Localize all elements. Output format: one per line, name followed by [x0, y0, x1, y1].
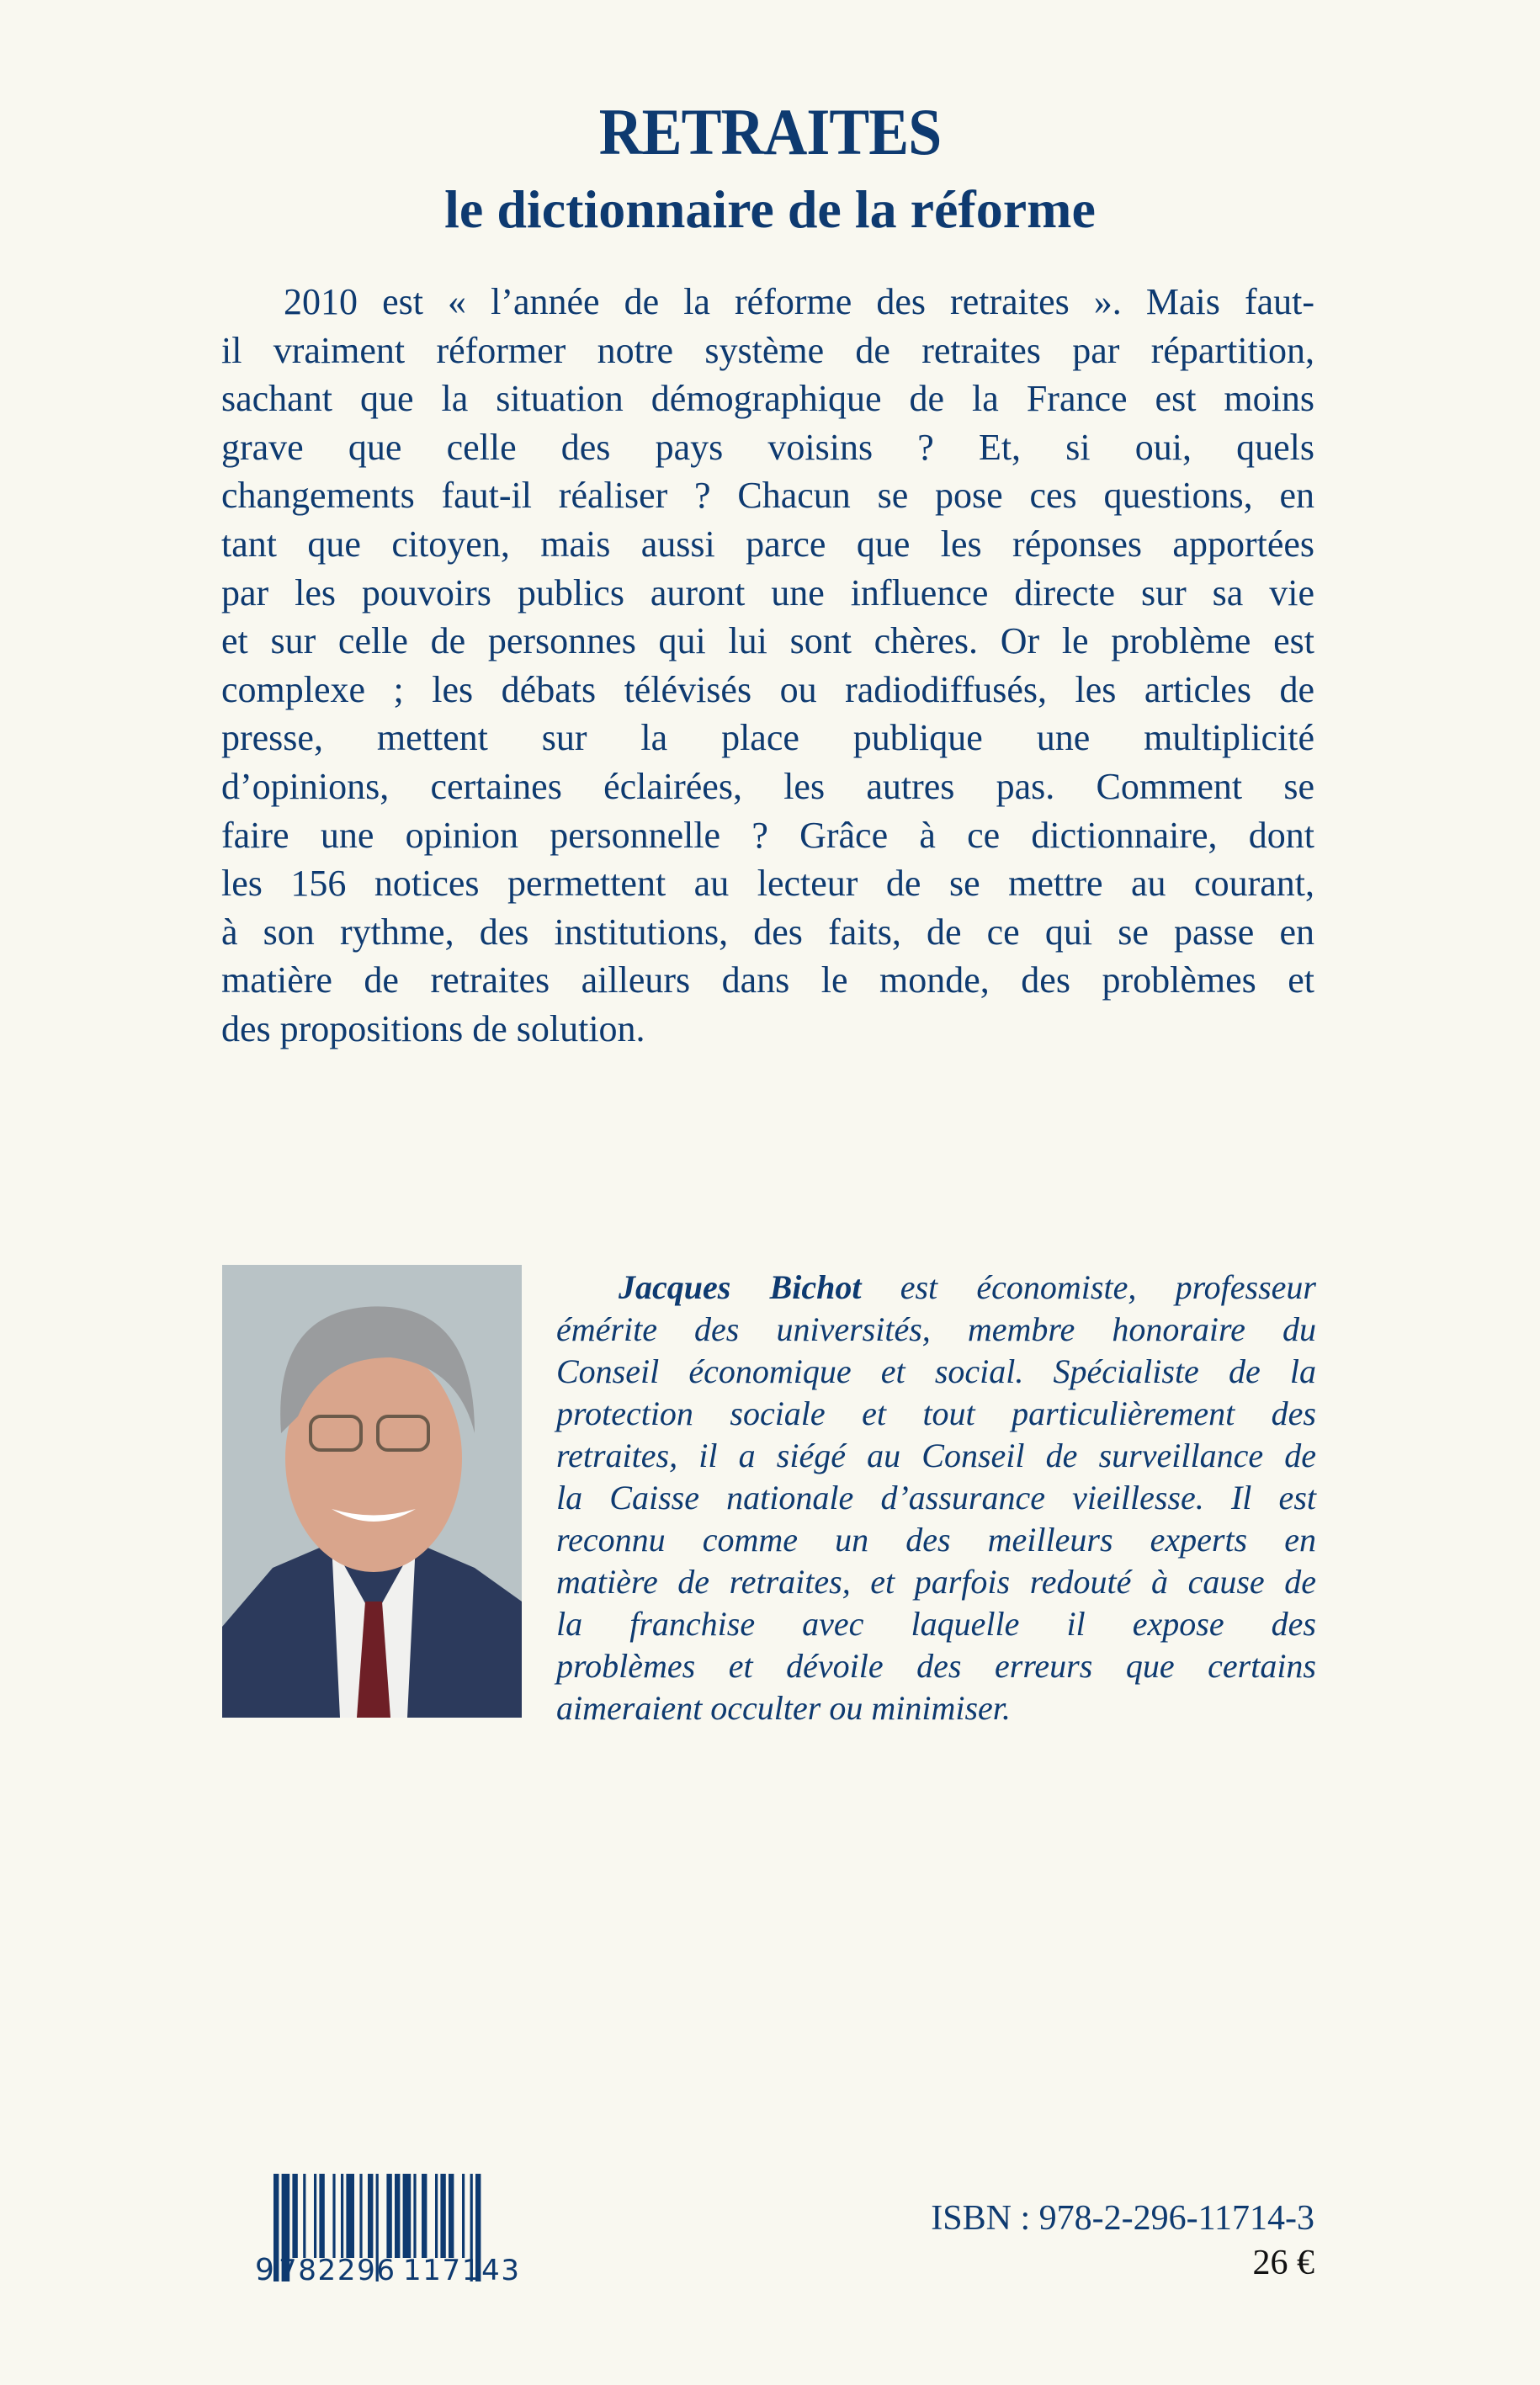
- bio-line: protection sociale et tout particulièrement des: [556, 1394, 1316, 1432]
- blurb-line: des propositions de solution.: [221, 1007, 645, 1049]
- blurb-line: tant que citoyen, mais aussi parce que les réponses apportées: [221, 523, 1314, 565]
- barcode-bar: [395, 2174, 400, 2258]
- book-subtitle: le dictionnaire de la réforme: [444, 179, 1096, 239]
- back-cover-blurb: [221, 278, 1314, 1054]
- barcode-bar: [440, 2174, 445, 2258]
- barcode-bar: [403, 2174, 412, 2258]
- barcode-digit-first: 9: [255, 2253, 274, 2283]
- barcode-bar: [314, 2174, 316, 2258]
- price: 26 €: [1252, 2244, 1314, 2282]
- blurb-line: et sur celle de personnes qui lui sont chères. Or le problème est: [221, 620, 1314, 662]
- bio-line: reconnu comme un des meilleurs experts en: [556, 1521, 1316, 1559]
- blurb-line: matière de retraites ailleurs dans le monde, des problèmes et: [221, 959, 1314, 1001]
- author-name: Jacques Bichot: [619, 1268, 862, 1306]
- barcode: [255, 2174, 533, 2283]
- blurb-line: changements faut-il réaliser ? Chacun se pose ces questions, en: [221, 475, 1314, 517]
- blurb-line: à son rythme, des institutions, des faits, de ce qui se passe en: [221, 911, 1314, 953]
- barcode-digits-left: 782296: [279, 2254, 395, 2283]
- blurb-line: par les pouvoirs publics auront une influence directe sur sa vie: [221, 571, 1314, 614]
- barcode-bar: [413, 2174, 416, 2258]
- bio-line: Conseil économique et social. Spécialiste de la: [556, 1352, 1316, 1390]
- barcode-bar: [319, 2174, 324, 2258]
- blurb-line: presse, mettent sur la place publique une multiplicité: [221, 717, 1314, 759]
- barcode-bar: [435, 2174, 438, 2258]
- barcode-bar: [303, 2174, 305, 2258]
- blurb-line: les 156 notices permettent au lecteur de se mettre au courant,: [221, 863, 1314, 905]
- barcode-bar: [449, 2174, 454, 2258]
- barcode-bar: [346, 2174, 354, 2258]
- blurb-line: sachant que la situation démographique de la France est moins: [221, 378, 1314, 420]
- bio-line: émérite des universités, membre honoraire du: [556, 1310, 1316, 1348]
- bio-line: problèmes et dévoile des erreurs que certains: [556, 1647, 1316, 1685]
- barcode-bar: [368, 2174, 373, 2258]
- blurb-line: d’opinions, certaines éclairées, les autres pas. Comment se: [221, 765, 1314, 807]
- blurb-line: faire une opinion personnelle ? Grâce à ce dictionnaire, dont: [221, 814, 1314, 856]
- barcode-bar: [422, 2174, 427, 2258]
- bio-line: matière de retraites, et parfois redouté à cause de: [556, 1563, 1316, 1601]
- bio-line: la franchise avec laquelle il expose des: [556, 1605, 1316, 1643]
- barcode-bar: [359, 2174, 362, 2258]
- blurb-line: il vraiment réformer notre système de retraites par répartition,: [221, 329, 1314, 371]
- blurb-line: grave que celle des pays voisins ? Et, si oui, quels: [221, 426, 1314, 468]
- book-title: RETRAITES: [598, 95, 942, 168]
- author-photo: [222, 1265, 522, 1718]
- barcode-bar: [386, 2174, 391, 2258]
- bio-line: aimeraient occulter ou minimiser.: [556, 1689, 1011, 1727]
- barcode-bar: [341, 2174, 343, 2258]
- barcode-bar: [332, 2174, 335, 2258]
- barcode-bar: [462, 2174, 465, 2258]
- bio-text: est économiste, professeur: [861, 1268, 1316, 1306]
- barcode-digits-right: 117143: [403, 2254, 519, 2283]
- barcode-bar: [292, 2174, 297, 2258]
- blurb-line: 2010 est « l’année de la réforme des retraites ». Mais faut-: [284, 281, 1314, 322]
- bio-line: la Caisse nationale d’assurance vieillesse. Il est: [556, 1479, 1316, 1517]
- blurb-line: complexe ; les débats télévisés ou radiodiffusés, les articles de: [221, 668, 1314, 710]
- isbn: ISBN : 978-2-296-11714-3: [931, 2199, 1314, 2238]
- bio-line: [556, 1267, 1316, 1309]
- author-bio: [556, 1267, 1316, 1729]
- bio-line: retraites, il a siégé au Conseil de surveillance de: [556, 1437, 1316, 1474]
